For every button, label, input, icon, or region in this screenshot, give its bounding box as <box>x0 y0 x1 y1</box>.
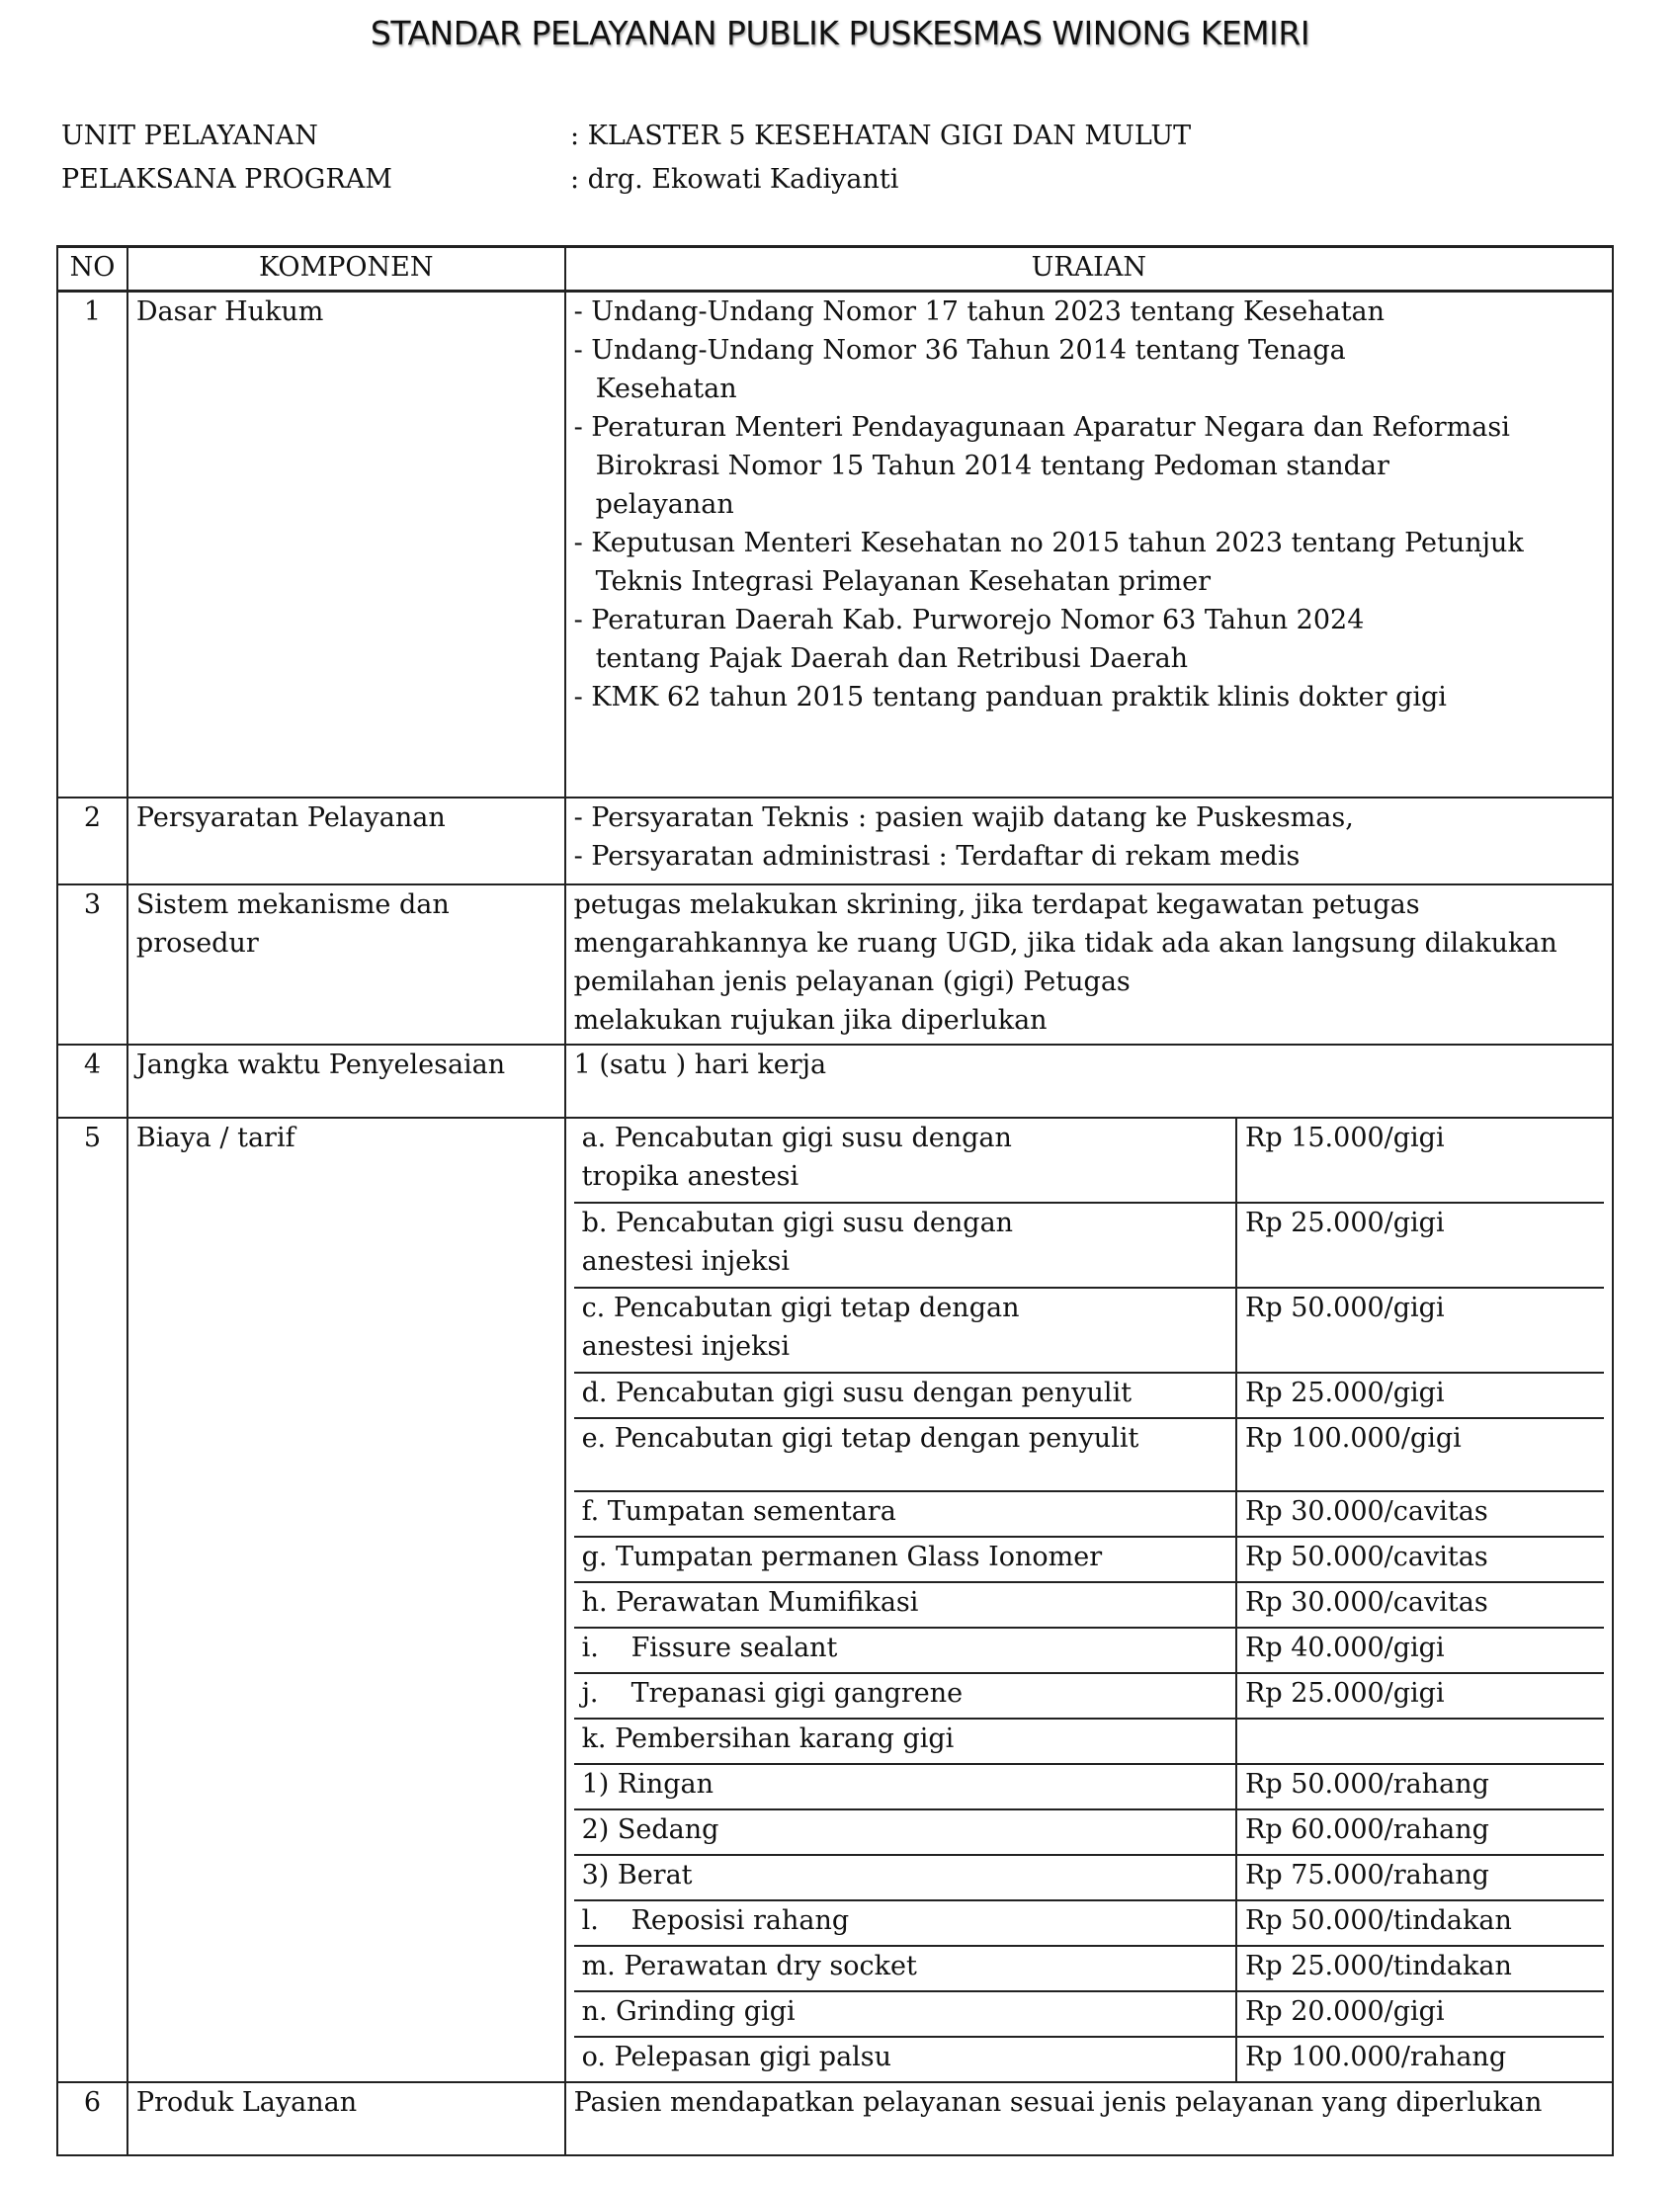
fee-row <box>574 1673 1604 1719</box>
legal-basis-line: tentang Pajak Daerah dan Retribusi Daerah <box>595 643 1189 674</box>
fee-price: Rp 100.000/gigi <box>1236 1418 1604 1491</box>
fee-item <box>574 2037 1236 2081</box>
fee-row <box>574 1764 1604 1809</box>
fee-price: Rp 25.000/tindakan <box>1236 1946 1604 1991</box>
fee-item <box>574 1764 1236 1809</box>
table-row-mekanisme <box>57 884 1613 1045</box>
procedure-line: melakukan rujukan jika diperlukan <box>573 1005 1048 1036</box>
fee-item-label: 2) Sedang <box>581 1814 719 1845</box>
table-row-jangka-waktu <box>57 1045 1613 1118</box>
fee-row <box>574 1119 1604 1203</box>
fee-item <box>574 1673 1236 1719</box>
fee-item-marker: i. <box>581 1633 599 1663</box>
fee-item-label: e. Pencabutan gigi tetap dengan penyulit <box>581 1423 1139 1454</box>
header-komponen: KOMPONEN <box>127 247 565 292</box>
fee-item <box>574 1491 1236 1537</box>
fee-item-label: d. Pencabutan gigi susu dengan penyulit <box>581 1378 1133 1408</box>
row-number: 3 <box>57 884 127 1045</box>
fee-item <box>574 1900 1236 1946</box>
unit-value: : KLASTER 5 KESEHATAN GIGI DAN MULUT <box>570 121 1192 151</box>
fee-item <box>574 1719 1236 1764</box>
fee-price: Rp 50.000/cavitas <box>1236 1537 1604 1582</box>
komponen-line: Sistem mekanisme dan <box>135 889 450 920</box>
fee-item-label: h. Perawatan Mumifikasi <box>581 1587 919 1618</box>
fee-item-label: Fissure sealant <box>630 1633 838 1663</box>
legal-basis-line: Kesehatan <box>595 374 737 404</box>
fee-item <box>574 1537 1236 1582</box>
header-uraian: URAIAN <box>565 247 1613 292</box>
fee-item <box>574 1418 1236 1491</box>
fee-row <box>574 1373 1604 1418</box>
row-number: 4 <box>57 1045 127 1118</box>
table-row-persyaratan <box>57 798 1613 884</box>
fee-item <box>574 1373 1236 1418</box>
fee-item-marker: l. <box>581 1905 599 1936</box>
legal-basis-line: - Peraturan Daerah Kab. Purworejo Nomor 63 Tahun 2024 <box>573 605 1365 635</box>
fee-price: Rp 30.000/cavitas <box>1236 1582 1604 1628</box>
fee-price: Rp 100.000/rahang <box>1236 2037 1604 2081</box>
uraian-cell <box>565 292 1613 798</box>
fee-row <box>574 1537 1604 1582</box>
legal-basis-line: Teknis Integrasi Pelayanan Kesehatan primer <box>595 566 1211 597</box>
fee-price: Rp 40.000/gigi <box>1236 1628 1604 1673</box>
row-number: 2 <box>57 798 127 884</box>
fee-item-label: o. Pelepasan gigi palsu <box>581 2042 892 2072</box>
fee-item-line: tropika anestesi <box>581 1161 799 1192</box>
row-number: 5 <box>57 1118 127 2082</box>
fee-item-marker: j. <box>581 1678 599 1709</box>
fee-row <box>574 1582 1604 1628</box>
fee-item <box>574 1809 1236 1855</box>
komponen-line: prosedur <box>135 928 259 959</box>
legal-basis-line: - Undang-Undang Nomor 17 tahun 2023 tentang Kesehatan <box>573 296 1386 327</box>
fee-row <box>574 1203 1604 1288</box>
pelaksana-label: PELAKSANA PROGRAM <box>61 164 392 195</box>
fee-price: Rp 30.000/cavitas <box>1236 1491 1604 1537</box>
row-number: 1 <box>57 292 127 798</box>
komponen-cell: Biaya / tarif <box>127 1118 565 2082</box>
fee-item-line: a. Pencabutan gigi susu dengan <box>581 1123 1012 1153</box>
fee-row <box>574 1628 1604 1673</box>
fee-item <box>574 1855 1236 1900</box>
fee-row <box>574 1991 1604 2037</box>
fee-price: Rp 25.000/gigi <box>1236 1203 1604 1288</box>
komponen-cell: Jangka waktu Penyelesaian <box>127 1045 565 1118</box>
uraian-cell <box>565 798 1613 884</box>
fee-row <box>574 1491 1604 1537</box>
legal-basis-line: - KMK 62 tahun 2015 tentang panduan praktik klinis dokter gigi <box>573 682 1447 713</box>
uraian-cell: Pasien mendapatkan pelayanan sesuai jenis pelayanan yang diperlukan <box>565 2082 1613 2155</box>
fee-table <box>574 1119 1604 2081</box>
requirement-line: - Persyaratan Teknis : pasien wajib datang ke Puskesmas, <box>573 802 1354 833</box>
header-no: NO <box>57 247 127 292</box>
procedure-line: mengarahkannya ke ruang UGD, jika tidak ada akan langsung dilakukan <box>573 928 1557 959</box>
komponen-cell: Dasar Hukum <box>127 292 565 798</box>
fee-item-label: Trepanasi gigi gangrene <box>630 1678 964 1709</box>
fee-price: Rp 15.000/gigi <box>1236 1119 1604 1203</box>
fee-row <box>574 1809 1604 1855</box>
fee-item <box>574 1991 1236 2037</box>
table-row-produk <box>57 2082 1613 2155</box>
fee-item-line: anestesi injeksi <box>581 1331 791 1362</box>
fee-price: Rp 20.000/gigi <box>1236 1991 1604 2037</box>
fee-price: Rp 50.000/gigi <box>1236 1288 1604 1373</box>
legal-basis-line: Birokrasi Nomor 15 Tahun 2014 tentang Pedoman standar <box>595 451 1389 481</box>
fee-item <box>574 1582 1236 1628</box>
fee-item <box>574 1119 1236 1203</box>
uraian-cell <box>565 884 1613 1045</box>
fee-item-label: n. Grinding gigi <box>581 1996 796 2027</box>
fee-item-label: 1) Ringan <box>581 1769 714 1800</box>
document-title: STANDAR PELAYANAN PUBLIK PUSKESMAS WINONG KEMIRI <box>370 14 1310 52</box>
fee-price <box>1236 1719 1604 1764</box>
fee-row <box>574 1946 1604 1991</box>
fee-price: Rp 50.000/tindakan <box>1236 1900 1604 1946</box>
fee-price: Rp 25.000/gigi <box>1236 1373 1604 1418</box>
fee-item-label: f. Tumpatan sementara <box>581 1496 896 1527</box>
komponen-cell <box>127 884 565 1045</box>
fee-item-label: Reposisi rahang <box>630 1905 850 1936</box>
table-row-biaya <box>57 1118 1613 2082</box>
unit-label: UNIT PELAYANAN <box>61 121 318 151</box>
procedure-line: pemilahan jenis pelayanan (gigi) Petugas <box>573 966 1131 997</box>
fee-price: Rp 50.000/rahang <box>1236 1764 1604 1809</box>
fee-item-line: anestesi injeksi <box>581 1246 791 1277</box>
fee-row <box>574 1900 1604 1946</box>
fee-item <box>574 1288 1236 1373</box>
row-number: 6 <box>57 2082 127 2155</box>
fee-item <box>574 1203 1236 1288</box>
legal-basis-line: - Undang-Undang Nomor 36 Tahun 2014 tentang Tenaga <box>573 335 1346 366</box>
fee-item <box>574 1628 1236 1673</box>
fee-item-line: c. Pencabutan gigi tetap dengan <box>581 1293 1020 1323</box>
legal-basis-line: - Keputusan Menteri Kesehatan no 2015 tahun 2023 tentang Petunjuk <box>573 528 1524 558</box>
table-row-dasar-hukum <box>57 292 1613 798</box>
fee-item <box>574 1946 1236 1991</box>
fee-row <box>574 1418 1604 1491</box>
fee-row <box>574 1288 1604 1373</box>
table-header-row <box>57 247 1613 292</box>
uraian-cell: 1 (satu ) hari kerja <box>565 1045 1613 1118</box>
fee-cell <box>565 1118 1613 2082</box>
procedure-line: petugas melakukan skrining, jika terdapat kegawatan petugas <box>573 889 1420 920</box>
fee-row <box>574 1719 1604 1764</box>
fee-price: Rp 60.000/rahang <box>1236 1809 1604 1855</box>
pelaksana-value: : drg. Ekowati Kadiyanti <box>570 164 899 195</box>
fee-item-label: k. Pembersihan karang gigi <box>581 1723 955 1754</box>
fee-price: Rp 75.000/rahang <box>1236 1855 1604 1900</box>
service-standard-table <box>56 245 1614 2156</box>
komponen-cell: Produk Layanan <box>127 2082 565 2155</box>
fee-item-label: m. Perawatan dry socket <box>581 1951 917 1981</box>
fee-row <box>574 2037 1604 2081</box>
fee-item-label: 3) Berat <box>581 1860 693 1891</box>
legal-basis-line: - Peraturan Menteri Pendayagunaan Aparatur Negara dan Reformasi <box>573 412 1510 443</box>
komponen-cell: Persyaratan Pelayanan <box>127 798 565 884</box>
fee-price: Rp 25.000/gigi <box>1236 1673 1604 1719</box>
fee-row <box>574 1855 1604 1900</box>
fee-item-label: g. Tumpatan permanen Glass Ionomer <box>581 1542 1103 1572</box>
fee-item-line: b. Pencabutan gigi susu dengan <box>581 1208 1014 1238</box>
requirement-line: - Persyaratan administrasi : Terdaftar di rekam medis <box>573 841 1301 872</box>
legal-basis-line: pelayanan <box>595 489 734 520</box>
